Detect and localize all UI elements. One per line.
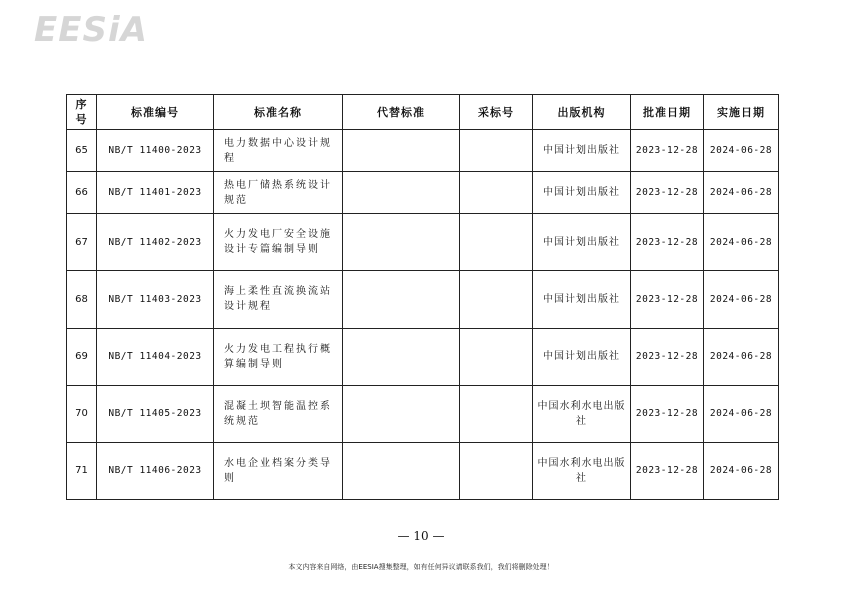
cell-effective: 2024-06-28 [704, 328, 779, 385]
cell-publisher: 中国水利水电出版社 [533, 442, 631, 499]
cell-replaces [343, 442, 460, 499]
eesia-logo: EESiA [34, 10, 148, 50]
col-header-name: 标准名称 [214, 95, 343, 130]
col-header-publisher: 出版机构 [533, 95, 631, 130]
cell-approved: 2023-12-28 [631, 385, 704, 442]
col-header-adopted: 采标号 [460, 95, 533, 130]
cell-code: NB/T 11400-2023 [97, 130, 214, 172]
cell-approved: 2023-12-28 [631, 172, 704, 214]
cell-approved: 2023-12-28 [631, 271, 704, 328]
cell-replaces [343, 172, 460, 214]
cell-replaces [343, 328, 460, 385]
col-header-replaces: 代替标准 [343, 95, 460, 130]
cell-publisher: 中国计划出版社 [533, 328, 631, 385]
cell-code: NB/T 11403-2023 [97, 271, 214, 328]
cell-name: 火力发电工程执行概算编制导则 [214, 328, 343, 385]
cell-code: NB/T 11401-2023 [97, 172, 214, 214]
cell-no: 71 [67, 442, 97, 499]
page-number: — 10 — [397, 529, 445, 543]
cell-code: NB/T 11405-2023 [97, 385, 214, 442]
cell-replaces [343, 214, 460, 271]
cell-no: 68 [67, 271, 97, 328]
cell-name: 混凝土坝智能温控系统规范 [214, 385, 343, 442]
table-row [67, 130, 779, 172]
cell-name: 电力数据中心设计规程 [214, 130, 343, 172]
cell-approved: 2023-12-28 [631, 442, 704, 499]
cell-adopted [460, 172, 533, 214]
col-header-code: 标准编号 [97, 95, 214, 130]
cell-effective: 2024-06-28 [704, 385, 779, 442]
col-header-no: 序号 [67, 95, 97, 130]
cell-replaces [343, 385, 460, 442]
cell-code: NB/T 11404-2023 [97, 328, 214, 385]
cell-replaces [343, 130, 460, 172]
cell-name: 火力发电厂安全设施设计专篇编制导则 [214, 214, 343, 271]
cell-effective: 2024-06-28 [704, 130, 779, 172]
table-row [67, 328, 779, 385]
cell-publisher: 中国计划出版社 [533, 214, 631, 271]
cell-publisher: 中国计划出版社 [533, 172, 631, 214]
standards-table [66, 94, 779, 500]
cell-approved: 2023-12-28 [631, 130, 704, 172]
col-header-effective: 实施日期 [704, 95, 779, 130]
cell-approved: 2023-12-28 [631, 214, 704, 271]
cell-code: NB/T 11402-2023 [97, 214, 214, 271]
cell-publisher: 中国水利水电出版社 [533, 385, 631, 442]
cell-adopted [460, 214, 533, 271]
cell-no: 70 [67, 385, 97, 442]
cell-name: 水电企业档案分类导则 [214, 442, 343, 499]
cell-effective: 2024-06-28 [704, 172, 779, 214]
cell-publisher: 中国计划出版社 [533, 130, 631, 172]
cell-adopted [460, 385, 533, 442]
cell-adopted [460, 271, 533, 328]
footer-disclaimer: 本文内容来自网络，由EESIA搜集整理，如有任何异议请联系我们，我们将删除处理！ [288, 563, 554, 571]
table-row [67, 214, 779, 271]
cell-effective: 2024-06-28 [704, 442, 779, 499]
cell-effective: 2024-06-28 [704, 214, 779, 271]
cell-adopted [460, 130, 533, 172]
cell-name: 海上柔性直流换流站设计规程 [214, 271, 343, 328]
table-row [67, 385, 779, 442]
cell-replaces [343, 271, 460, 328]
cell-adopted [460, 442, 533, 499]
cell-adopted [460, 328, 533, 385]
cell-effective: 2024-06-28 [704, 271, 779, 328]
cell-no: 65 [67, 130, 97, 172]
cell-no: 69 [67, 328, 97, 385]
col-header-approved: 批准日期 [631, 95, 704, 130]
table-row [67, 172, 779, 214]
cell-publisher: 中国计划出版社 [533, 271, 631, 328]
table-row [67, 442, 779, 499]
table-header-row [67, 95, 779, 130]
table-row [67, 271, 779, 328]
cell-no: 67 [67, 214, 97, 271]
cell-name: 热电厂储热系统设计规范 [214, 172, 343, 214]
cell-no: 66 [67, 172, 97, 214]
cell-code: NB/T 11406-2023 [97, 442, 214, 499]
cell-approved: 2023-12-28 [631, 328, 704, 385]
